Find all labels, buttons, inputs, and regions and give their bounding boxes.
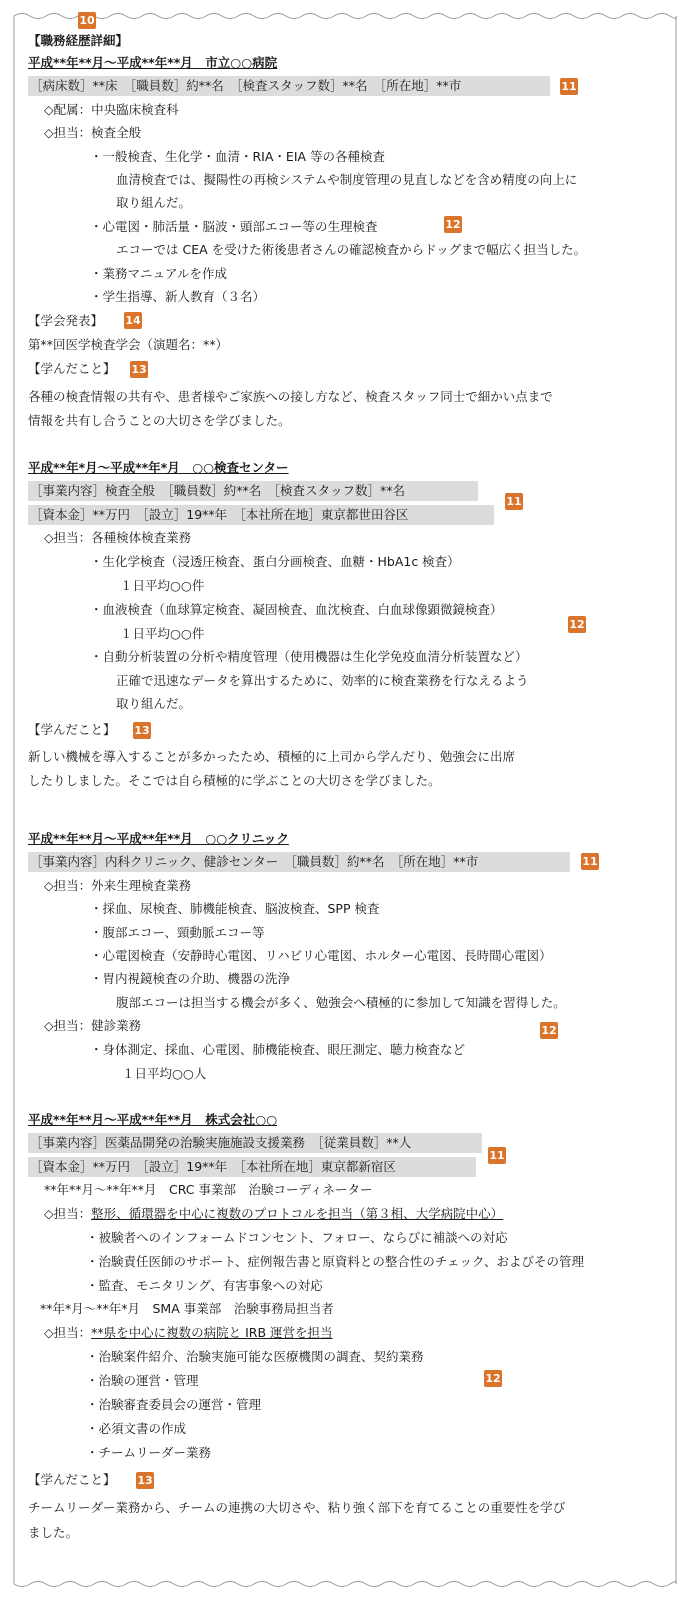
job1-presentation-label: 【学会発表】 [28, 313, 104, 328]
job2-info2: ［資本金］**万円 ［設立］19**年 ［本社所在地］東京都世田谷区 [28, 505, 494, 525]
job4-charge [44, 1205, 503, 1223]
job1-presentation: 第**回医学検査学会（演題名：**） [28, 337, 229, 352]
job1-info: ［病床数］**床 ［職員数］約**名 ［検査スタッフ数］**名 ［所在地］**市 [28, 76, 550, 96]
job2-item: １日平均○○件 [120, 578, 205, 593]
job2-info1: ［事業内容］検査全般 ［職員数］約**名 ［検査スタッフ数］**名 [28, 481, 478, 501]
badge-13: 13 [134, 724, 150, 737]
job4-learned: ました。 [28, 1525, 79, 1540]
job2-item: ・自動分析装置の分析や精度管理（使用機器は生化学免疫血清分析装置など） [90, 649, 528, 664]
job1-learned: 各種の検査情報の共有や、患者様やご家族への接し方など、検査スタッフ同士で細かい点まで [28, 389, 553, 404]
job4-item: ・治験審査委員会の運営・管理 [86, 1397, 262, 1412]
job4-item: ・チームリーダー業務 [86, 1445, 212, 1460]
job1-item: ・一般検査、生化学・血清・RIA・EIA 等の各種検査 [90, 149, 386, 164]
job1-learned-label: 【学んだこと】 [28, 361, 116, 376]
job4-charge-body: **県を中心に複数の病院と IRB 運営を担当 [91, 1325, 333, 1340]
section-title: 【職務経歴詳細】 [28, 33, 129, 48]
job4-charge-prefix: ◇担当： [44, 1325, 92, 1340]
badge-13: 13 [137, 1474, 153, 1487]
job2-learned: 新しい機械を導入することが多かったため、積極的に上司から学んだり、勉強会に出席 [28, 749, 516, 764]
badge-11: 11 [582, 855, 598, 868]
job4-item: ・治験の運営・管理 [86, 1373, 199, 1388]
job1-charge: ◇担当：検査全般 [44, 125, 142, 140]
badge-12: 12 [485, 1372, 501, 1385]
badge-13: 13 [131, 363, 147, 376]
job1-item: ・心電図・肺活量・脳波・頭部エコー等の生理検査 [90, 219, 378, 234]
job4-item: ・必須文書の作成 [86, 1421, 187, 1436]
job2-item: ・生化学検査（浸透圧検査、蛋白分画検査、血糖・HbA1c 検査） [90, 554, 460, 569]
job4-learned-label: 【学んだこと】 [28, 1472, 116, 1487]
job3-info: ［事業内容］内科クリニック、健診センター ［職員数］約**名 ［所在地］**市 [28, 852, 570, 872]
badge-11: 11 [489, 1149, 505, 1162]
job3-item: ・心電図検査（安静時心電図、リハビリ心電図、ホルター心電図、長時間心電図） [90, 948, 552, 963]
job4-period: **年**月～**年**月 CRC 事業部 治験コーディネーター [44, 1182, 373, 1197]
job1-item: 取り組んだ。 [116, 195, 192, 210]
job1-item: ・業務マニュアルを作成 [90, 266, 228, 281]
job3-item: ・胃内視鏡検査の介助、機器の洗浄 [90, 971, 291, 986]
job2-learned: したりしました。そこでは自ら積極的に学ぶことの大切さを学びました。 [28, 773, 441, 788]
job4-charge [44, 1324, 333, 1342]
job4-item: ・治験案件紹介、治験実施可能な医療機関の調査、契約業務 [86, 1349, 424, 1364]
job2-header: 平成**年*月～平成**年*月 ○○検査センター [28, 460, 289, 475]
job4-charge-prefix: ◇担当： [44, 1206, 92, 1221]
badge-14: 14 [125, 314, 141, 327]
job4-header: 平成**年**月～平成**年**月 株式会社○○ [28, 1112, 278, 1127]
job3-charge: ◇担当：外来生理検査業務 [44, 878, 192, 893]
job4-info1: ［事業内容］医薬品開発の治験実施施設支援業務 ［従業員数］**人 [28, 1133, 482, 1153]
job2-learned-label: 【学んだこと】 [28, 722, 116, 737]
badge-10: 10 [79, 14, 95, 27]
badge-12: 12 [569, 618, 585, 631]
job1-dept: ◇配属：中央臨床検査科 [44, 102, 179, 117]
badge-12: 12 [445, 218, 461, 231]
job3-item: ・身体測定、採血、心電図、肺機能検査、眼圧測定、聴力検査など [90, 1042, 466, 1057]
job3-item: ・採血、尿検査、肺機能検査、脳波検査、SPP 検査 [90, 901, 380, 916]
job4-charge-body: 整形、循環器を中心に複数のプロトコルを担当（第３相、大学病院中心） [91, 1206, 504, 1221]
job2-item: 正確で迅速なデータを算出するために、効率的に検査業務を行なえるよう [116, 673, 529, 688]
job3-charge: ◇担当：健診業務 [44, 1018, 142, 1033]
badge-12: 12 [541, 1024, 557, 1037]
job3-item: １日平均○○人 [122, 1066, 207, 1081]
job4-info2: ［資本金］**万円 ［設立］19**年 ［本社所在地］東京都新宿区 [28, 1157, 476, 1177]
job4-item: ・監査、モニタリング、有害事象への対応 [86, 1278, 323, 1293]
badge-11: 11 [506, 495, 522, 508]
badge-11: 11 [561, 80, 577, 93]
job1-item: ・学生指導、新人教育（３名） [90, 289, 266, 304]
job4-item: ・治験責任医師のサポート、症例報告書と原資料との整合性のチェック、およびその管理 [86, 1254, 585, 1269]
job2-charge: ◇担当：各種検体検査業務 [44, 530, 192, 545]
job2-item: ・血液検査（血球算定検査、凝固検査、血沈検査、白血球像顕微鏡検査） [90, 602, 503, 617]
job1-item: エコーでは CEA を受けた術後患者さんの確認検査からドッグまで幅広く担当した。 [116, 242, 587, 257]
job4-learned: チームリーダー業務から、チームの連携の大切さや、粘り強く部下を育てることの重要性を学び [28, 1500, 566, 1515]
job4-item: ・被験者へのインフォームドコンセント、フォロー、ならびに補談への対応 [86, 1230, 508, 1245]
job1-item: 血清検査では、擬陽性の再検システムや制度管理の見直しなどを含め精度の向上に [116, 172, 578, 187]
job3-header: 平成**年**月～平成**年**月 ○○クリニック [28, 831, 289, 846]
job1-learned: 情報を共有し合うことの大切さを学びました。 [28, 413, 291, 428]
job2-item: 取り組んだ。 [116, 696, 192, 711]
job3-item: 腹部エコーは担当する機会が多く、勉強会へ積極的に参加して知識を習得した。 [116, 995, 566, 1010]
job3-item: ・腹部エコー、頸動脈エコー等 [90, 925, 265, 940]
job2-item: １日平均○○件 [120, 626, 205, 641]
job4-period: **年*月～**年*月 SMA 事業部 治験事務局担当者 [40, 1301, 334, 1316]
job1-header: 平成**年**月～平成**年**月 市立○○病院 [28, 55, 278, 70]
